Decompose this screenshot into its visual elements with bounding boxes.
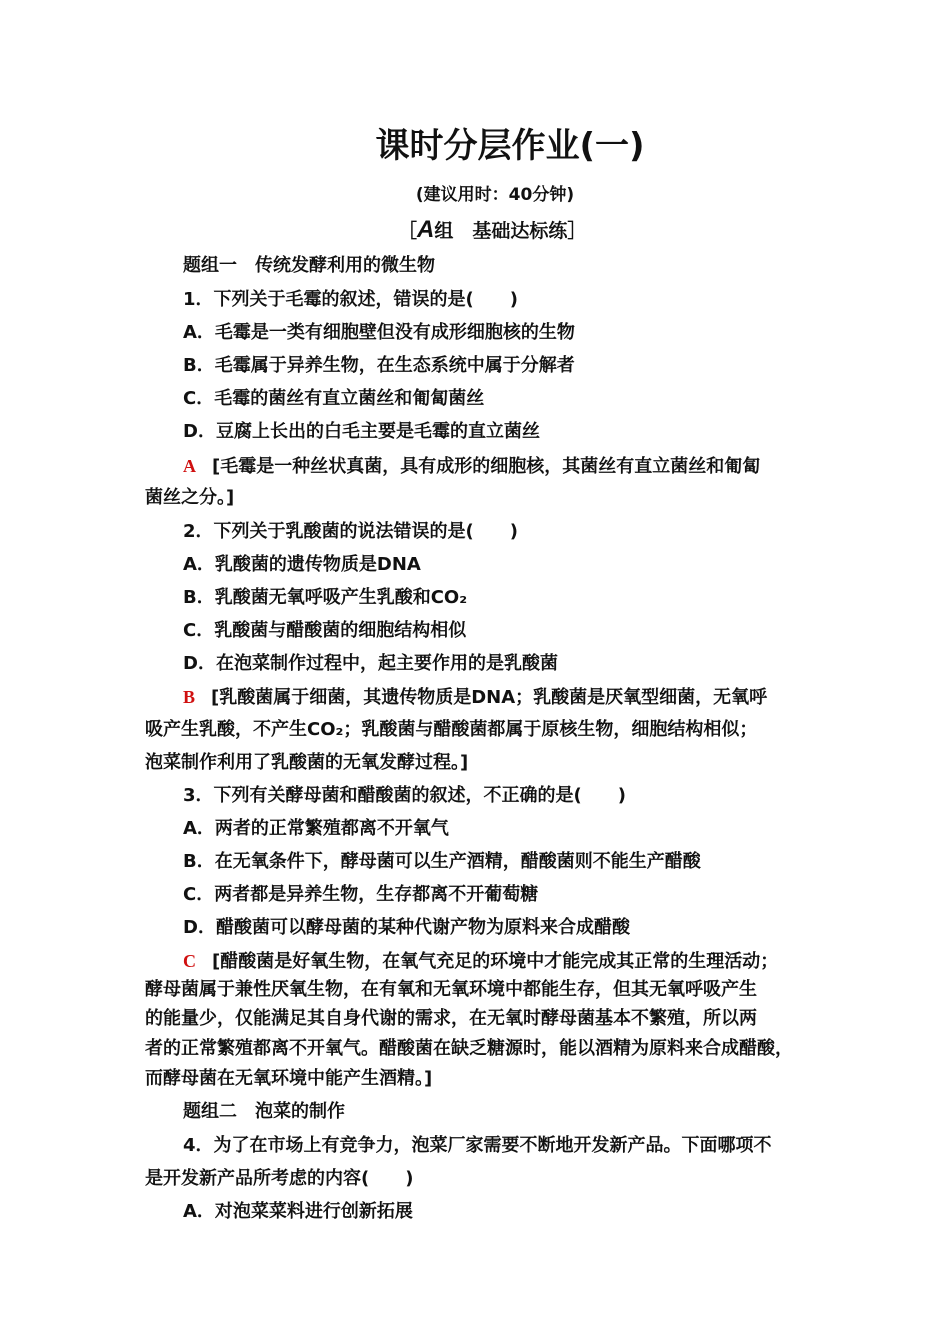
text-line [183, 1200, 413, 1224]
text-line [145, 1037, 793, 1061]
text-line [183, 652, 558, 676]
text-line [145, 1167, 413, 1191]
page-title: 课时分层作业(一) [375, 126, 645, 166]
text-line [183, 553, 421, 577]
text-line [183, 850, 701, 874]
line-text: 者的正常繁殖都离不开氧气。醋酸菌在缺乏糖源时，能以酒精为原料来合成醋酸， [145, 1038, 793, 1059]
line-text: A．对泡菜菜料进行创新拓展 [183, 1201, 413, 1222]
suggested-time: (建议用时：40分钟) [415, 185, 575, 205]
text-line [183, 916, 630, 940]
line-text: A．毛霉是一类有细胞壁但没有成形细胞核的生物 [183, 322, 575, 343]
line-text: B．毛霉属于异养生物，在生态系统中属于分解者 [183, 355, 575, 376]
line-text: 的能量少，仅能满足其自身代谢的需求，在无氧时酵母菌基本不繁殖，所以两 [145, 1008, 757, 1029]
text-line [183, 784, 626, 808]
text-line [145, 1067, 432, 1091]
text-line [183, 883, 538, 907]
text-line [183, 321, 575, 345]
line-text: D．在泡菜制作过程中，起主要作用的是乳酸菌 [183, 653, 558, 674]
answer-letter: B [183, 687, 196, 707]
line-text: [乳酸菌属于细菌，其遗传物质是DNA；乳酸菌是厌氧型细菌，无氧呼 [211, 687, 768, 708]
line-text: 1．下列关于毛霉的叙述，错误的是( ) [183, 289, 518, 310]
line-text: 吸产生乳酸，不产生CO₂；乳酸菌与醋酸菌都属于原核生物，细胞结构相似； [145, 719, 758, 740]
line-text: [醋酸菌是好氧生物，在氧气充足的环境中才能完成其正常的生理活动； [212, 951, 779, 972]
answer-letter: A [183, 456, 196, 476]
text-line [183, 454, 760, 479]
text-line [145, 1007, 757, 1031]
text-line [183, 1134, 772, 1158]
text-line [145, 718, 757, 742]
line-text: 菌丝之分。] [145, 487, 235, 508]
line-text: B．在无氧条件下，酵母菌可以生产酒精，醋酸菌则不能生产醋酸 [183, 851, 701, 872]
line-text: 而酵母菌在无氧环境中能产生酒精。] [145, 1068, 433, 1089]
line-text: A．两者的正常繁殖都离不开氧气 [183, 818, 449, 839]
line-text: 4．为了在市场上有竞争力，泡菜厂家需要不断地开发新产品。下面哪项不 [183, 1135, 772, 1156]
text-line [183, 685, 767, 710]
line-text: A．乳酸菌的遗传物质是DNA [183, 554, 421, 575]
line-text: C．毛霉的菌丝有直立菌丝和匍匐菌丝 [183, 388, 485, 409]
group-heading: ［A组 基础达标练］ [398, 216, 587, 243]
line-text: C．乳酸菌与醋酸菌的细胞结构相似 [183, 620, 467, 641]
text-line [145, 751, 468, 775]
line-text: 是开发新产品所考虑的内容( ) [145, 1168, 414, 1189]
text-line [183, 420, 540, 444]
line-text: 3．下列有关酵母菌和醋酸菌的叙述，不正确的是( ) [183, 785, 626, 806]
text-line [183, 817, 449, 841]
text-line [145, 978, 757, 1002]
line-text: C．两者都是异养生物，生存都离不开葡萄糖 [183, 884, 539, 905]
text-line [183, 387, 484, 411]
text-line [183, 254, 435, 278]
text-line [183, 586, 467, 610]
line-text: D．豆腐上长出的白毛主要是毛霉的直立菌丝 [183, 421, 540, 442]
group-label: 组 基础达标练 [434, 220, 568, 242]
line-text: 2．下列关于乳酸菌的说法错误的是( ) [183, 521, 518, 542]
text-line [145, 486, 234, 510]
text-line [183, 619, 466, 643]
answer-letter: C [183, 951, 196, 971]
line-text: 酵母菌属于兼性厌氧生物，在有氧和无氧环境中都能生存，但其无氧呼吸产生 [145, 979, 757, 1000]
text-line [183, 288, 518, 312]
line-text: 题组二 泡菜的制作 [183, 1101, 345, 1122]
line-text: 题组一 传统发酵利用的微生物 [183, 255, 435, 276]
line-text: D．醋酸菌可以酵母菌的某种代谢产物为原料来合成醋酸 [183, 917, 630, 938]
line-text: [毛霉是一种丝状真菌，具有成形的细胞核，其菌丝有直立菌丝和匍匐 [212, 456, 761, 477]
text-line [183, 354, 575, 378]
line-text: B．乳酸菌无氧呼吸产生乳酸和CO₂ [183, 587, 468, 608]
text-line [183, 520, 518, 544]
group-letter: A [417, 216, 435, 243]
text-line [183, 949, 778, 974]
text-line [183, 1100, 345, 1124]
line-text: 泡菜制作利用了乳酸菌的无氧发酵过程。] [145, 752, 469, 773]
